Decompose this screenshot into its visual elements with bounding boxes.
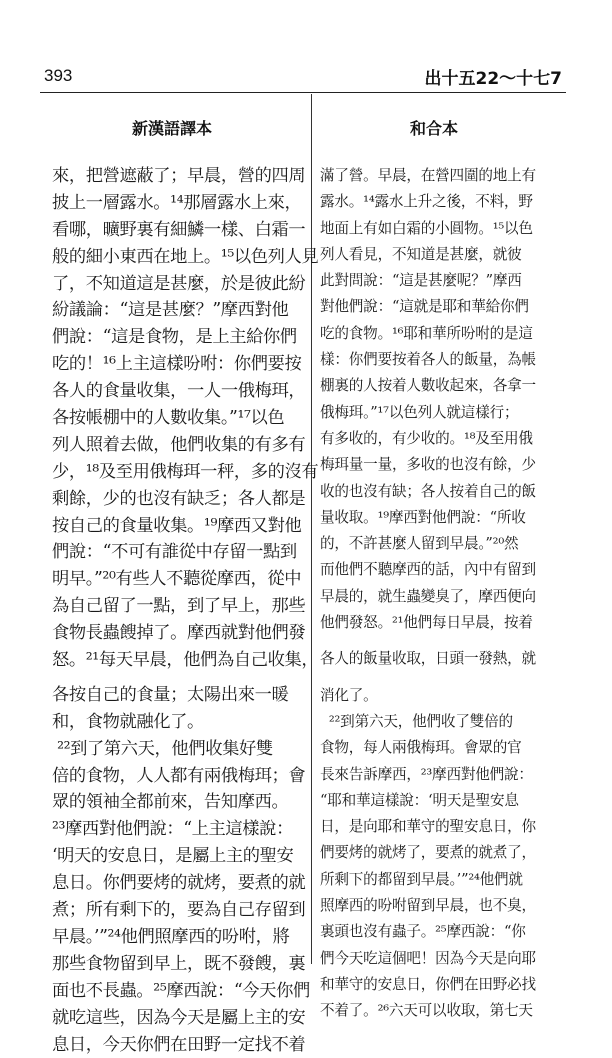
text-line: 眾的領袖全都前來，告知摩西。: [52, 789, 304, 816]
text-line: “耶和華這樣說：‘明天是聖安息: [320, 788, 566, 814]
left-column-text: [52, 163, 304, 1050]
text-line: 煮；所有剩下的，要為自己存留到: [52, 897, 304, 924]
text-line: 吃的食物。¹⁶耶和華所吩咐的是這: [320, 321, 566, 347]
text-line: 們說：“不可有誰從中存留一點到: [52, 539, 304, 566]
text-line: 裏頭也沒有蟲子。²⁵摩西說：“你: [320, 919, 566, 945]
text-line: 不着了。²⁶六天可以收取，第七天: [320, 998, 566, 1024]
text-line: 早晨。’”²⁴他們照摩西的吩咐，將: [52, 924, 304, 951]
text-line: 怒。²¹每天早晨，他們為自己收集，: [52, 647, 304, 674]
text-line: 們要烤的就烤了，要煮的就煮了，: [320, 840, 566, 866]
text-line: 各人的飯量收取，日頭一發熱，就: [320, 646, 566, 672]
text-line: 和華守的安息日，你們在田野必找: [320, 972, 566, 998]
text-line: 看哪，曠野裏有細鱗一樣、白霜一: [52, 217, 304, 244]
text-line: 棚裏的人按着人數收起來，各拿一: [320, 373, 566, 399]
text-line: 各按帳棚中的人數收集。”¹⁷以色: [52, 405, 304, 432]
text-line: 那些食物留到早上，既不發餿，裏: [52, 951, 304, 978]
text-line: 滿了營。早晨，在營四圍的地上有: [320, 163, 566, 189]
text-line: 此對問說：“這是甚麼呢？”摩西: [320, 268, 566, 294]
text-line: 消化了。: [320, 683, 566, 709]
text-line: 他們發怒。²¹他們每日早晨，按着: [320, 610, 566, 636]
text-line: 樣：你們要按着各人的飯量，為帳: [320, 347, 566, 373]
text-line: 地面上有如白霜的小圓物。¹⁵以色: [320, 216, 566, 242]
text-line: 息日，今天你們在田野一定找不着: [52, 1032, 304, 1058]
text-line: ²²到了第六天，他們收集好雙: [52, 736, 304, 763]
text-line: 少，¹⁸及至用俄梅珥一秤，多的沒有: [52, 459, 304, 486]
text-line: 吃的！¹⁶上主這樣吩咐：你們要按: [52, 351, 304, 378]
text-line: 紛議論：“這是甚麼？”摩西對他: [52, 297, 304, 324]
column-heading-union-version: 和合本: [410, 116, 458, 139]
text-line: 各人的食量收集，一人一俄梅珥，: [52, 378, 304, 405]
text-line: 俄梅珥。”¹⁷以色列人就這樣行；: [320, 400, 566, 426]
text-line: 剩餘，少的也沒有缺乏；各人都是: [52, 486, 304, 513]
text-line: 來，把營遮蔽了；早晨，營的四周: [52, 163, 304, 190]
text-line: 所剩下的都留到早晨。’”²⁴他們就: [320, 867, 566, 893]
text-line: 長來告訴摩西，²³摩西對他們說：: [320, 762, 566, 788]
text-line: 各按自己的食量；太陽出來一暖: [52, 682, 304, 709]
text-line: 梅珥量一量，多收的也沒有餘，少: [320, 452, 566, 478]
text-line: 有多收的，有少收的。¹⁸及至用俄: [320, 426, 566, 452]
text-line: ²³摩西對他們說：“上主這樣說：: [52, 816, 304, 843]
text-line: 息日。你們要烤的就烤，要煮的就: [52, 870, 304, 897]
text-line: 露水。¹⁴露水上升之後，不料，野: [320, 189, 566, 215]
text-line: 早晨的，就生蟲變臭了，摩西便向: [320, 584, 566, 610]
text-line: 為自己留了一點，到了早上，那些: [52, 593, 304, 620]
text-line: 就吃這些，因為今天是屬上主的安: [52, 1005, 304, 1032]
text-line: 照摩西的吩咐留到早晨，也不臭，: [320, 893, 566, 919]
text-line: 的，不許甚麼人留到早晨。”²⁰然: [320, 531, 566, 557]
text-line: 了，不知道這是甚麼，於是彼此紛: [52, 271, 304, 298]
right-column-text: [320, 163, 566, 1005]
text-line: 般的細小東西在地上。¹⁵以色列人見: [52, 244, 304, 271]
column-heading-new-chinese-version: 新漢語譯本: [132, 116, 212, 139]
text-line: 們說：“這是食物，是上主給你們: [52, 324, 304, 351]
text-line: 而他們不聽摩西的話，內中有留到: [320, 557, 566, 583]
text-line: 日，是向耶和華守的聖安息日，你: [320, 814, 566, 840]
text-line: 收的也沒有缺；各人按着自己的飯: [320, 479, 566, 505]
text-line: 量收取。¹⁹摩西對他們說：“所收: [320, 505, 566, 531]
text-line: 對他們說：“這就是耶和華給你們: [320, 294, 566, 320]
header-rule: [40, 92, 566, 93]
text-line: 明早。”²⁰有些人不聽從摩西，從中: [52, 566, 304, 593]
column-divider: [311, 94, 312, 964]
text-line: 列人看見，不知道是甚麼，就彼: [320, 242, 566, 268]
text-line: 們今天吃這個吧！因為今天是向耶: [320, 946, 566, 972]
text-line: ²²到第六天，他們收了雙倍的: [320, 709, 566, 735]
chapter-reference: 出十五22～十七7: [425, 64, 563, 89]
text-line: 按自己的食量收集。¹⁹摩西又對他: [52, 513, 304, 540]
text-line: 披上一層露水。¹⁴那層露水上來，: [52, 190, 304, 217]
text-line: 倍的食物，人人都有兩俄梅珥；會: [52, 763, 304, 790]
text-line: 和，食物就融化了。: [52, 709, 304, 736]
text-line: 面也不長蟲。²⁵摩西說：“今天你們: [52, 978, 304, 1005]
page-number: 393: [44, 66, 72, 86]
text-line: 列人照着去做，他們收集的有多有: [52, 432, 304, 459]
text-line: 食物長蟲餿掉了。摩西就對他們發: [52, 620, 304, 647]
text-line: ‘明天的安息日，是屬上主的聖安: [52, 843, 304, 870]
text-line: 食物，每人兩俄梅珥。會眾的官: [320, 735, 566, 761]
